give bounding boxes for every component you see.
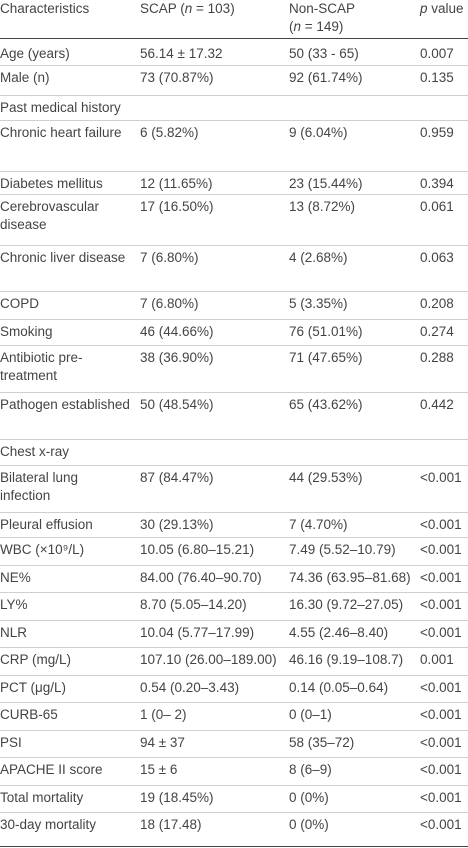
row-nonscap-value: 7 (4.70%)	[289, 517, 348, 532]
row-divider	[0, 620, 468, 621]
row-nonscap-value: 65 (43.62%)	[289, 397, 363, 412]
row-p-value: 0.394	[420, 176, 454, 191]
header-rule	[0, 38, 468, 39]
row-nonscap-value: 71 (47.65%)	[289, 350, 363, 365]
row-divider	[0, 345, 468, 346]
bottom-rule	[0, 846, 468, 847]
row-nonscap-value: 8 (6–9)	[289, 762, 332, 777]
row-nonscap-value: 7.49 (5.52–10.79)	[289, 542, 396, 557]
header-p-suffix: value	[427, 1, 464, 16]
row-label: PCT (μg/L)	[0, 680, 67, 695]
header-nonscap-prefix: (	[289, 18, 294, 34]
row-divider	[0, 512, 468, 513]
row-p-value: <0.001	[420, 542, 462, 557]
row-scap-value: 8.70 (5.05–14.20)	[140, 597, 247, 612]
row-nonscap-value: 16.30 (9.72–27.05)	[289, 597, 404, 612]
row-label: Chronic liver disease	[0, 250, 126, 265]
row-scap-value: 12 (11.65%)	[140, 176, 213, 191]
row-p-value: <0.001	[420, 735, 462, 750]
row-nonscap-value: 44 (29.53%)	[289, 470, 363, 485]
row-p-value: 0.061	[420, 199, 454, 214]
row-nonscap-value: 92 (61.74%)	[289, 70, 363, 85]
row-label: Past medical history	[0, 100, 121, 115]
row-p-value: <0.001	[420, 817, 462, 832]
row-scap-value: 30 (29.13%)	[140, 517, 214, 532]
header-scap-n: n	[184, 1, 193, 16]
row-p-value: <0.001	[420, 680, 462, 695]
header-characteristics: Characteristics	[0, 1, 90, 16]
row-scap-value: 107.10 (26.00–189.00)	[140, 652, 277, 667]
header-nonscap-line2	[289, 18, 407, 36]
row-p-value: 0.001	[420, 652, 454, 667]
row-label: Pathogen established	[0, 397, 130, 412]
row-p-value: <0.001	[420, 470, 462, 485]
row-scap-value: 10.04 (5.77–17.99)	[140, 625, 255, 640]
row-nonscap-value: 74.36 (63.95–81.68)	[289, 570, 411, 585]
row-label: NLR	[0, 625, 28, 640]
row-p-value: 0.063	[420, 250, 454, 265]
row-divider	[0, 120, 468, 121]
row-nonscap-value: 4 (2.68%)	[289, 250, 348, 265]
row-divider	[0, 537, 468, 538]
row-label: COPD	[0, 296, 40, 311]
row-scap-value: 46 (44.66%)	[140, 324, 214, 339]
row-label: PSI	[0, 735, 22, 750]
row-label: Smoking	[0, 324, 53, 339]
row-label: Chronic heart failure	[0, 125, 122, 140]
row-nonscap-value: 50 (33 - 65)	[289, 46, 359, 61]
row-divider	[0, 675, 468, 676]
row-label: 30-day mortality	[0, 817, 97, 832]
row-nonscap-value: 0 (0–1)	[289, 707, 332, 722]
header-scap-suffix: = 103)	[192, 1, 235, 16]
header-nonscap-n: n	[293, 18, 302, 34]
row-nonscap-value: 4.55 (2.46–8.40)	[289, 625, 389, 640]
row-divider	[0, 565, 468, 566]
row-label: APACHE II score	[0, 762, 103, 777]
row-scap-value: 84.00 (76.40–90.70)	[140, 570, 262, 585]
row-scap-value: 7 (6.80%)	[140, 250, 199, 265]
row-p-value: 0.442	[420, 397, 454, 412]
row-scap-value: 10.05 (6.80–15.21)	[140, 542, 255, 557]
row-nonscap-value: 0.14 (0.05–0.64)	[289, 680, 389, 695]
row-divider	[0, 194, 468, 195]
row-divider	[0, 730, 468, 731]
row-scap-value: 94 ± 37	[140, 735, 185, 750]
row-divider	[0, 702, 468, 703]
row-label: Antibiotic pre-treatment	[0, 350, 83, 383]
row-p-value: 0.208	[420, 296, 454, 311]
row-label: Age (years)	[0, 46, 70, 61]
row-divider	[0, 647, 468, 648]
row-nonscap-value: 23 (15.44%)	[289, 176, 363, 191]
row-scap-value: 1 (0– 2)	[140, 707, 187, 722]
row-scap-value: 15 ± 6	[140, 762, 178, 777]
row-scap-value: 7 (6.80%)	[140, 296, 199, 311]
row-label: Bilateral lung infection	[0, 470, 79, 503]
row-divider	[0, 291, 468, 292]
row-nonscap-value: 58 (35–72)	[289, 735, 355, 750]
row-nonscap-value: 0 (0%)	[289, 817, 329, 832]
header-nonscap-suffix: = 149)	[301, 18, 344, 34]
row-p-value: 0.135	[420, 70, 454, 85]
row-divider	[0, 245, 468, 246]
row-p-value: <0.001	[420, 707, 462, 722]
row-p-value: 0.959	[420, 125, 454, 140]
row-p-value: 0.274	[420, 324, 454, 339]
row-divider	[0, 171, 468, 172]
row-p-value: <0.001	[420, 762, 462, 777]
row-label: CRP (mg/L)	[0, 652, 72, 667]
header-p-italic: p	[420, 1, 428, 16]
row-divider	[0, 319, 468, 320]
row-label: WBC (×10⁹/L)	[0, 542, 85, 557]
row-divider	[0, 592, 468, 593]
header-p-value	[420, 0, 468, 18]
row-nonscap-value: 9 (6.04%)	[289, 125, 348, 140]
row-divider	[0, 439, 468, 440]
row-scap-value: 87 (84.47%)	[140, 470, 214, 485]
row-label: LY%	[0, 597, 28, 612]
row-divider	[0, 95, 468, 96]
row-divider	[0, 465, 468, 466]
row-divider	[0, 392, 468, 393]
row-nonscap-value: 76 (51.01%)	[289, 324, 363, 339]
row-p-value: <0.001	[420, 570, 462, 585]
row-scap-value: 38 (36.90%)	[140, 350, 214, 365]
row-scap-value: 17 (16.50%)	[140, 199, 214, 214]
row-label: NE%	[0, 570, 31, 585]
header-scap-prefix: SCAP (	[140, 1, 185, 16]
row-divider	[0, 812, 468, 813]
row-scap-value: 56.14 ± 17.32	[140, 46, 223, 61]
row-scap-value: 73 (70.87%)	[140, 70, 214, 85]
row-scap-value: 19 (18.45%)	[140, 790, 214, 805]
row-nonscap-value: 5 (3.35%)	[289, 296, 348, 311]
row-scap-value: 6 (5.82%)	[140, 125, 199, 140]
row-p-value: <0.001	[420, 625, 462, 640]
row-p-value: <0.001	[420, 597, 462, 612]
row-scap-value: 0.54 (0.20–3.43)	[140, 680, 240, 695]
row-label: CURB-65	[0, 707, 58, 722]
row-divider	[0, 65, 468, 66]
row-nonscap-value: 0 (0%)	[289, 790, 329, 805]
row-nonscap-value: 13 (8.72%)	[289, 199, 356, 214]
header-nonscap-line1: Non-SCAP	[289, 1, 356, 16]
row-label: Cerebrovascular disease	[0, 199, 100, 232]
row-p-value: <0.001	[420, 517, 462, 532]
row-label: Diabetes mellitus	[0, 176, 103, 191]
row-scap-value: 18 (17.48)	[140, 817, 202, 832]
header-scap	[140, 0, 285, 18]
row-label: Pleural effusion	[0, 517, 93, 532]
row-label: Total mortality	[0, 790, 84, 805]
row-divider	[0, 785, 468, 786]
row-label: Male (n)	[0, 70, 50, 85]
row-p-value: 0.288	[420, 350, 454, 365]
row-nonscap-value: 46.16 (9.19–108.7)	[289, 652, 404, 667]
row-scap-value: 50 (48.54%)	[140, 397, 214, 412]
row-p-value: 0.007	[420, 46, 454, 61]
row-label: Chest x-ray	[0, 444, 70, 459]
row-divider	[0, 757, 468, 758]
row-p-value: <0.001	[420, 790, 462, 805]
header-nonscap	[289, 0, 407, 35]
